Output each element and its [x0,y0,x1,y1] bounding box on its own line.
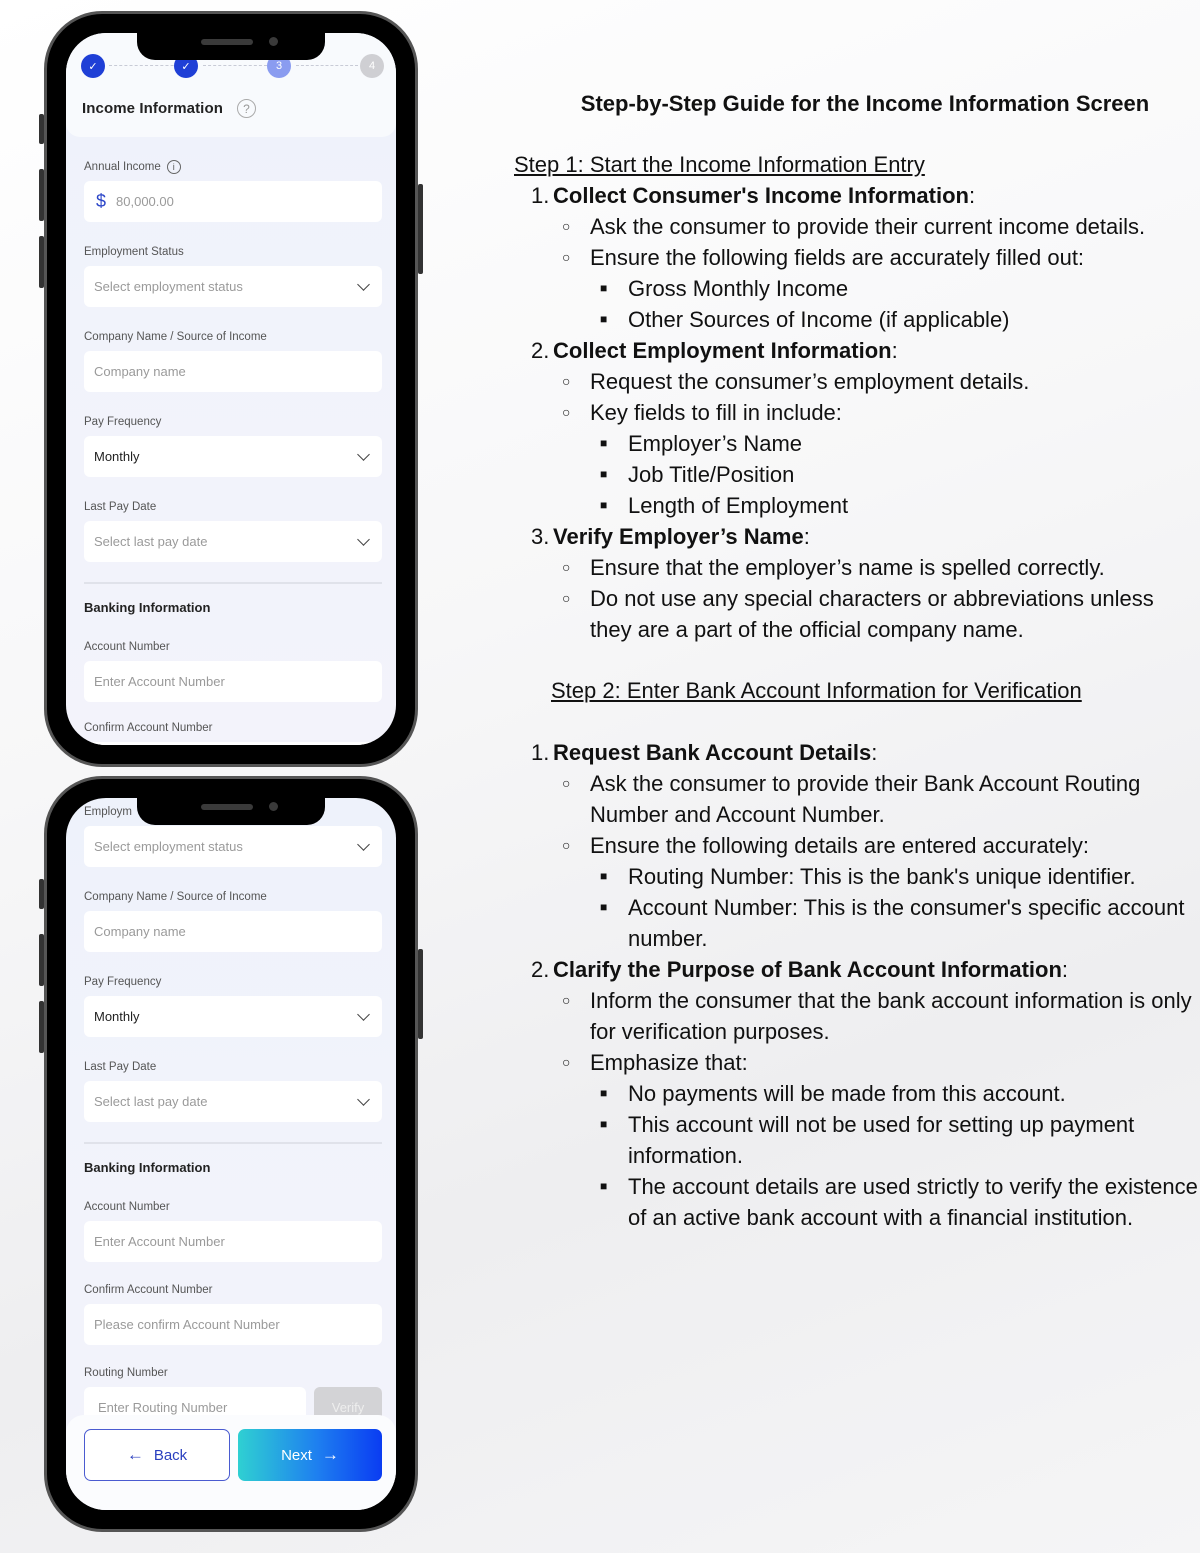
confirm-account-input[interactable] [84,742,382,745]
employment-status-label: Employment Status [84,246,184,258]
arrow-right-icon: → [321,1445,339,1464]
item-title [553,180,975,211]
square-bullet-icon: ■ [600,1179,608,1193]
navigation-footer [66,1415,396,1510]
next-button[interactable] [238,1429,382,1481]
section-divider [84,1142,382,1144]
sub-sub-bullet-item [600,273,1200,304]
step-1-heading: Step 1: Start the Income Information Entry [514,152,925,177]
routing-number-label: Routing Number [84,1367,168,1379]
hollow-bullet-icon: ○ [562,1054,571,1070]
sub-bullet-text: Ensure the following details are entered accurately: [590,833,1089,858]
confirm-account-placeholder: Please confirm Account Number [94,1317,280,1332]
hollow-bullet-icon: ○ [562,590,571,606]
verify-button[interactable]: Verify [314,1387,382,1428]
hollow-bullet-icon: ○ [562,404,571,420]
camera-icon [269,37,278,46]
sub-sub-bullet-text: Job Title/Position [628,462,795,487]
sub-sub-bullet-item [600,304,1200,335]
page-title-text: Income Information [82,100,223,117]
sub-bullet-item [562,242,1200,273]
item-number: 2. [531,957,550,982]
chevron-down-icon [357,1093,370,1106]
company-name-placeholder: Company name [94,924,186,939]
sub-bullet-item [562,397,1200,428]
page-title [82,99,256,118]
sub-sub-bullet-text: Length of Employment [628,493,849,518]
guide-title: Step-by-Step Guide for the Income Information Screen [580,91,1150,116]
sub-bullet-text: Emphasize that: [590,1050,748,1075]
sub-bullet-item [562,1047,1200,1078]
square-bullet-icon: ■ [600,869,608,883]
sub-bullet-item [562,583,1200,645]
sub-sub-bullet-item [600,1078,1200,1109]
phone-volume-up [39,169,44,221]
step-4-indicator[interactable]: 4 [360,54,384,78]
item-title-text: Collect Consumer's Income Information [553,183,969,208]
pay-frequency-value: Monthly [94,449,140,464]
phone-screen [66,798,396,1510]
confirm-account-label: Confirm Account Number [84,722,213,734]
last-pay-date-select[interactable] [84,1081,382,1122]
numbered-item [531,954,1200,985]
step-3-indicator[interactable]: 3 [267,54,291,78]
help-icon[interactable]: ? [237,99,256,118]
confirm-account-label: Confirm Account Number [84,1284,213,1296]
sub-sub-bullet-text: Other Sources of Income (if applicable) [628,307,1010,332]
sub-sub-bullet-item [600,490,1200,521]
camera-icon [269,802,278,811]
last-pay-date-select[interactable] [84,521,382,562]
confirm-account-input[interactable] [84,1304,382,1345]
sub-sub-bullet-item [600,459,1200,490]
last-pay-date-placeholder: Select last pay date [94,534,208,549]
phone-power-button [418,949,423,1039]
section-divider [84,582,382,584]
item-title-text: Clarify the Purpose of Bank Account Information [553,957,1062,982]
employment-status-placeholder: Select employment status [94,839,243,854]
item-title-colon: : [1061,957,1069,982]
square-bullet-icon: ■ [600,1086,608,1100]
sub-bullet-item [562,985,1200,1047]
numbered-item [531,180,1200,211]
phone-power-button [418,184,423,274]
numbered-item [531,737,1200,768]
hollow-bullet-icon: ○ [562,373,571,389]
sub-bullet-text: Ensure that the employer’s name is spelled correctly. [590,555,1105,580]
step-2-list [514,737,1200,1233]
square-bullet-icon: ■ [600,281,608,295]
item-number: 2. [531,338,550,363]
hollow-bullet-icon: ○ [562,559,571,575]
hollow-bullet-icon: ○ [562,992,571,1008]
sub-sub-bullet-text: Account Number: This is the consumer's specific account number. [628,895,1185,951]
sub-sub-bullet-text: Employer’s Name [628,431,803,456]
account-number-placeholder: Enter Account Number [94,674,225,689]
numbered-item [531,335,1200,366]
square-bullet-icon: ■ [600,467,608,481]
item-number: 3. [531,524,550,549]
phone-mute-switch [39,879,44,909]
chevron-down-icon [357,838,370,851]
speaker-icon [201,39,253,45]
square-bullet-icon: ■ [600,436,608,450]
annual-income-value: 80,000.00 [116,194,174,209]
income-form [66,159,396,745]
info-icon[interactable]: i [167,160,181,174]
last-pay-date-placeholder: Select last pay date [94,1094,208,1109]
guide-document [514,88,1200,1233]
sub-sub-bullet-item [600,1171,1200,1233]
sub-sub-bullet-item [600,861,1200,892]
sub-sub-bullet-text: Gross Monthly Income [628,276,849,301]
account-number-input[interactable] [84,1221,382,1262]
pay-frequency-select[interactable] [84,996,382,1037]
sub-bullet-text: Ensure the following fields are accurately filled out: [590,245,1085,270]
item-title-text: Collect Employment Information [553,338,892,363]
account-number-label: Account Number [84,1201,170,1213]
hollow-bullet-icon: ○ [562,775,571,791]
company-name-label: Company Name / Source of Income [84,891,267,903]
back-button-label: Back [153,1446,188,1464]
sub-bullet-item [562,366,1200,397]
square-bullet-icon: ■ [600,1117,608,1131]
hollow-bullet-icon: ○ [562,218,571,234]
square-bullet-icon: ■ [600,312,608,326]
chevron-down-icon [357,533,370,546]
item-title [553,737,877,768]
chevron-down-icon [357,278,370,291]
stepper-connector [296,65,358,66]
next-button-label: Next [281,1446,312,1464]
sub-bullet-text: Ask the consumer to provide their current income details. [590,214,1146,239]
annual-income-input[interactable] [84,181,382,222]
item-title [553,335,898,366]
step-2-check-icon[interactable]: ✓ [174,54,198,78]
company-name-input[interactable] [84,351,382,392]
employment-status-select[interactable] [84,826,382,867]
banking-info-title: Banking Information [84,1160,211,1175]
chevron-down-icon [357,1008,370,1021]
account-number-label: Account Number [84,641,170,653]
item-title-colon: : [968,183,976,208]
phone-volume-down [39,1001,44,1053]
sub-bullet-text: Request the consumer’s employment details. [590,369,1030,394]
employment-status-select[interactable] [84,266,382,307]
sub-sub-bullet-item [600,1109,1200,1171]
pay-frequency-select[interactable] [84,436,382,477]
sub-sub-bullet-text: No payments will be made from this account. [628,1081,1066,1106]
stepper-connector [203,65,267,66]
sub-bullet-text: Inform the consumer that the bank account information is only for verification purposes. [590,988,1192,1044]
company-name-input[interactable] [84,911,382,952]
sub-bullet-item [562,768,1200,830]
chevron-down-icon [357,448,370,461]
sub-sub-bullet-text: This account will not be used for setting up payment information. [628,1112,1135,1168]
annual-income-label [84,159,382,175]
annual-income-label-text: Annual Income [84,161,161,173]
arrow-left-icon: ← [126,1445,144,1464]
last-pay-date-label: Last Pay Date [84,501,157,513]
phone-volume-up [39,934,44,986]
sub-sub-bullet-item [600,892,1200,954]
last-pay-date-label: Last Pay Date [84,1061,157,1073]
step-2-heading: Step 2: Enter Bank Account Information for Verification [551,678,1082,703]
banking-info-title: Banking Information [84,600,211,615]
account-number-placeholder: Enter Account Number [94,1234,225,1249]
square-bullet-icon: ■ [600,900,608,914]
dollar-icon: $ [96,191,107,211]
item-title [553,954,1068,985]
hollow-bullet-icon: ○ [562,249,571,265]
item-number: 1. [531,740,550,765]
company-name-placeholder: Company name [94,364,186,379]
phone-mockup-bottom [44,776,418,1532]
sub-bullet-text: Ask the consumer to provide their Bank Account Routing Number and Account Number. [590,771,1141,827]
step-1-check-icon[interactable]: ✓ [81,54,105,78]
phone-mute-switch [39,114,44,144]
pay-frequency-label: Pay Frequency [84,976,162,988]
sub-sub-bullet-item [600,428,1200,459]
pay-frequency-value: Monthly [94,1009,140,1024]
phone-mockup-top [44,11,418,767]
phone-notch [137,798,325,825]
hollow-bullet-icon: ○ [562,837,571,853]
employment-status-label: Employm [84,806,132,818]
back-button[interactable] [84,1429,230,1481]
item-title-text: Verify Employer’s Name [553,524,804,549]
employment-status-placeholder: Select employment status [94,279,243,294]
sub-bullet-item [562,830,1200,861]
sub-bullet-text: Do not use any special characters or abbreviations unless they are a part of the official company name. [590,586,1154,642]
pay-frequency-label: Pay Frequency [84,416,162,428]
sub-bullet-text: Key fields to fill in include: [590,400,842,425]
item-title-text: Request Bank Account Details [553,740,872,765]
sub-sub-bullet-text: Routing Number: This is the bank's unique identifier. [628,864,1136,889]
banking-form [66,804,396,1428]
sub-bullet-item [562,552,1200,583]
step-1-list [514,180,1200,645]
item-title-colon: : [803,524,810,549]
company-name-label: Company Name / Source of Income [84,331,267,343]
routing-number-placeholder: Enter Routing Number [98,1400,228,1415]
item-title-colon: : [891,338,898,363]
numbered-item [531,521,1200,552]
item-title [553,521,810,552]
phone-notch [137,33,325,60]
sub-sub-bullet-text: The account details are used strictly to verify the existence of an active bank account with a financial institution. [628,1174,1198,1230]
speaker-icon [201,804,253,810]
account-number-input[interactable] [84,661,382,702]
sub-bullet-item [562,211,1200,242]
item-title-colon: : [871,740,878,765]
phone-volume-down [39,236,44,288]
phone-screen [66,33,396,745]
square-bullet-icon: ■ [600,498,608,512]
item-number: 1. [531,183,550,208]
